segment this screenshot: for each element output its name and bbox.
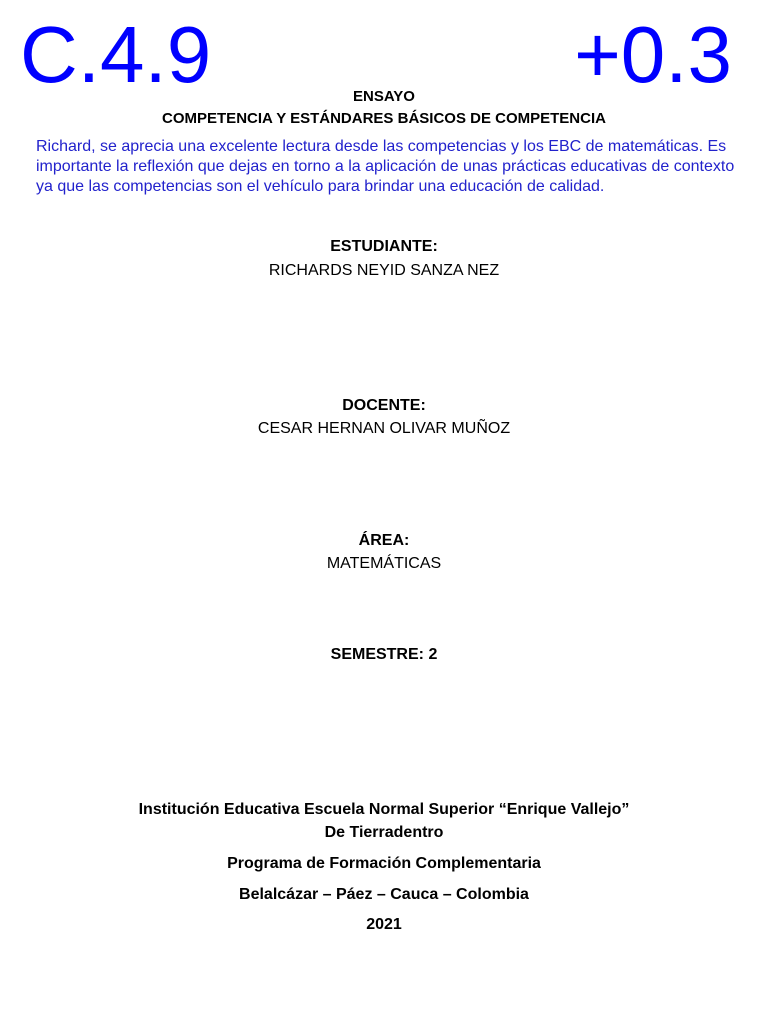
institution-subtitle: De Tierradentro: [324, 824, 444, 841]
teacher-name: CESAR HERNAN OLIVAR MUÑOZ: [257, 420, 511, 437]
semester-label: SEMESTRE:: [330, 646, 424, 663]
document-title: COMPETENCIA Y ESTÁNDARES BÁSICOS DE COMPETENCIA: [162, 110, 606, 127]
area-name: MATEMÁTICAS: [326, 555, 442, 572]
teacher-feedback: Richard, se aprecia una excelente lectura desde las competencias y los EBC de matemáticas. Es importante la reflexión que dejas en torno a la aplicación de unas prácticas educativas de contexto ya que las competencias son el vehículo para brindar una educación de calidad.: [36, 138, 735, 195]
area-label: ÁREA:: [358, 532, 410, 549]
document-type: ENSAYO: [353, 88, 415, 105]
student-name: RICHARDS NEYID SANZA NEZ: [268, 262, 500, 279]
year: 2021: [366, 916, 402, 933]
grade-left: C.4.9: [20, 10, 212, 99]
student-label: ESTUDIANTE:: [330, 238, 438, 255]
location: Belalcázar – Páez – Cauca – Colombia: [239, 886, 529, 903]
grade-right: +0.3: [574, 10, 732, 99]
program-name: Programa de Formación Complementaria: [227, 855, 541, 872]
institution-name: Institución Educativa Escuela Normal Superior “Enrique Vallejo”: [138, 801, 630, 818]
semester-line: [0, 646, 768, 664]
teacher-label: DOCENTE:: [342, 397, 426, 414]
semester-value: 2: [428, 646, 438, 663]
